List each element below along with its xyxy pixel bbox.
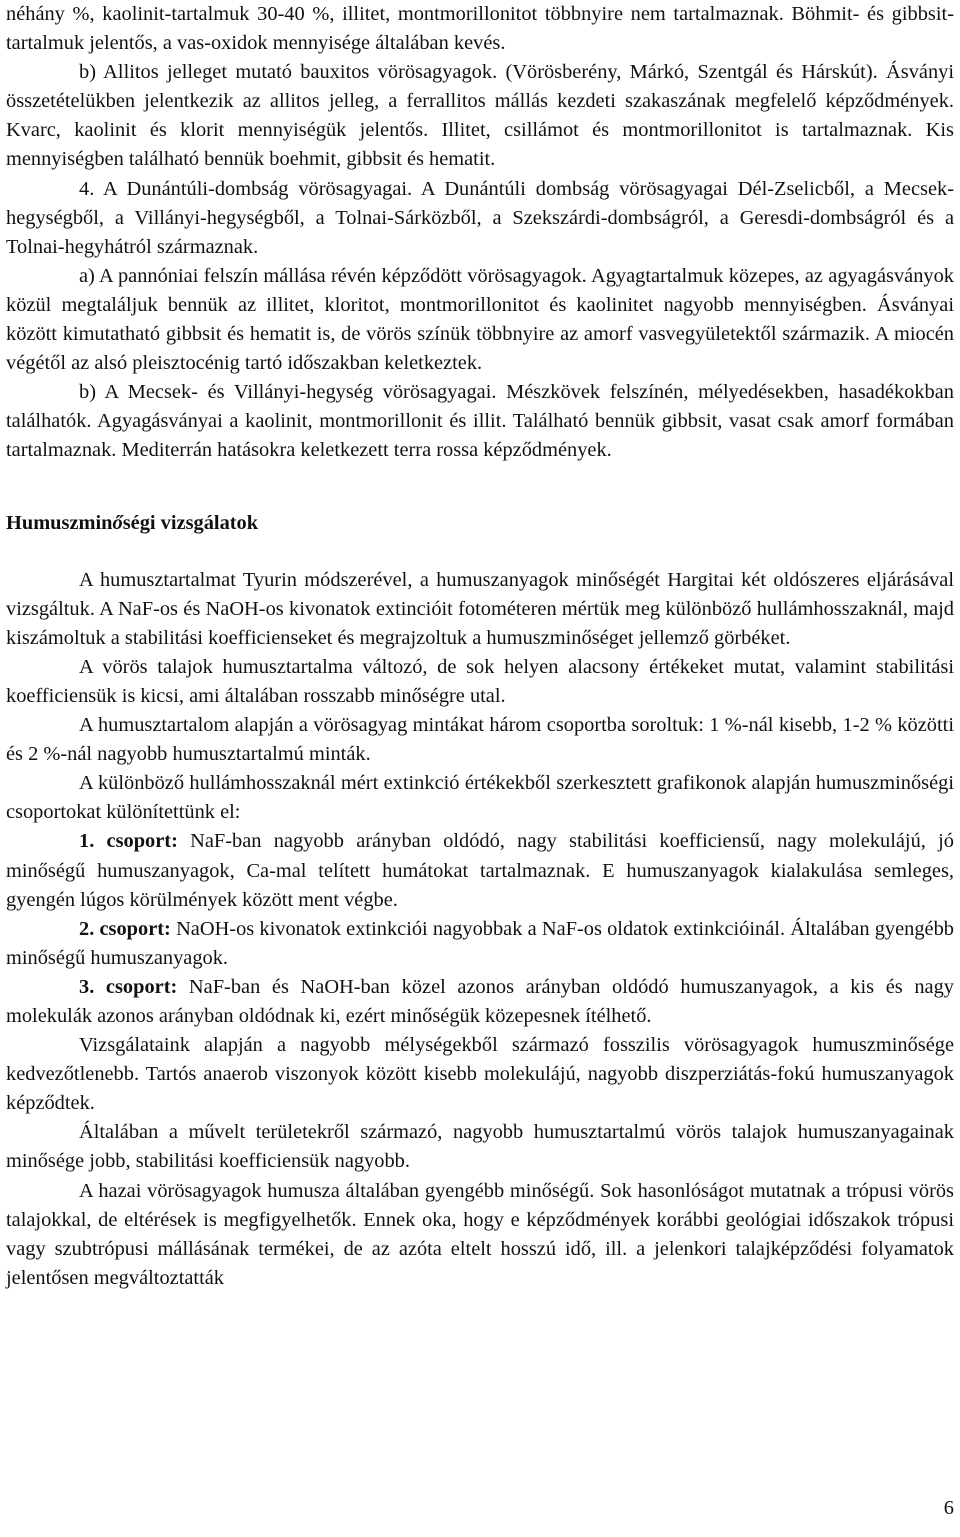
paragraph-top-4: b) A Mecsek- és Villányi-hegység vörösagyagai. Mészkövek felszínén, mélyedésekben, hasadékokban találhatók. Agyagásványai a kaolinit, montmorillonit és illit. Található bennük gibbsit, vasat csak amorf formában tartalmaznak. Mediterrán hatásokra keletkezett terra rossa képződmények. bbox=[6, 381, 954, 462]
group-text-2: NaOH-os kivonatok extinkciói nagyobbak a NaF-os oldatok extinkcióinál. Általában gyengébb minőségű humuszanyagok. bbox=[6, 917, 954, 969]
page-number: 6 bbox=[943, 1497, 954, 1519]
heading-part-3: ségi vizsgálatok bbox=[122, 511, 259, 534]
paragraph-top-1: b) Allitos jelleget mutató bauxitos vörösagyagok. (Vörösberény, Márkó, Szentgál és Hárskút). Ásványi összetételükben jelentkezik az allitos jelleg, a ferrallitos mállás kezdeti szakaszának megfelelő képződmények. Kvarc, kaolinit és klorit mennyiségük jelentős. Illitet, csillámot és montmorillonitot is tartalmaznak. Kis mennyiségben található bennük boehmit, gibbsit és hematit. bbox=[6, 61, 954, 171]
heading-part-2: ő bbox=[112, 511, 123, 534]
paragraph-bottom-2: A hazai vörösagyagok humusza általában gyengébb minőségű. Sok hasonlóságot mutatnak a trópusi vörös talajokkal, de eltérések is megfigyelhetők. Ennek oka, hogy e képződmények korábbi geológiai időszakok trópusi vagy szubtrópusi mállásának termékei, de az azóta eltelt hosszú idő, ill. a jelenkori talajképződési folyamatok jelentősen megváltoztatták bbox=[6, 1179, 954, 1289]
paragraph-top-2: 4. A Dunántúli-dombság vörösagyagai. A Dunántúli dombság vörösagyagai Dél-Zselicből, a Mecsek-hegységből, a Villányi-hegységből, a Tolnai-Sárközből, a Szekszárdi-dombságról, a Geresdi-dombságról és a Tolnai-hegyhátról származnak. bbox=[6, 177, 954, 258]
paragraph-mid-0: A humusztartalmat Tyurin módszerével, a humuszanyagok minőségét Hargitai két oldószeres eljárásával vizsgáltuk. A NaF-os és NaOH-os kivonatok extincióit fotométeren mértük meg különböző hullámhosszaknál, majd kiszámoltuk a stabilitási koefficienseket és megrajzoltuk a humuszminőséget jellemző görbéket. bbox=[6, 568, 954, 649]
group-label-3: 3. csoport: bbox=[79, 975, 178, 998]
paragraph-top-3: a) A pannóniai felszín mállása révén képződött vörösagyagok. Agyagtartalmuk közepes, az agyagásványok közül megtaláljuk bennük az illitet, kloritot, montmorillonitot és kaolinitet nagyobb mennyiségben. Ásványai között kimutatható gibbsit és hematit is, de vörös színük többnyire az amorf vasvegyületektől származik. A miocén végétől az alsó pleisztocénig tartó időszakban keletkeztek. bbox=[6, 264, 954, 375]
group-paragraph-1 bbox=[6, 827, 954, 914]
group-label-1: 1. csoport: bbox=[79, 830, 178, 853]
heading-part-1: Humuszmin bbox=[6, 511, 113, 534]
group-text-1: NaF-ban nagyobb arányban oldódó, nagy stabilitási koefficiensű, nagy molekulájú, jó minőségű humuszanyagok, Ca-mal telített humátokat tartalmaznak. E humuszanyagok kialakulása semleges, gyengén lúgos körülmények között ment végbe. bbox=[6, 830, 954, 911]
document-page bbox=[6, 0, 954, 1293]
paragraph-mid-3: A különböző hullámhosszaknál mért extinkció értékekből szerkesztett grafikonok alapján humuszminőségi csoportokat különítettünk el: bbox=[6, 772, 954, 824]
group-label-2: 2. csoport: bbox=[79, 917, 171, 940]
group-text-3: NaF-ban és NaOH-ban közel azonos arányban oldódó humuszanyagok, a kis és nagy molekulák azonos arányban oldódnak ki, ezért minőségük közepesnek ítélhető. bbox=[6, 975, 954, 1027]
group-paragraph-2 bbox=[6, 915, 954, 973]
paragraph-bottom-0: Vizsgálataink alapján a nagyobb mélységekből származó fosszilis vörösagyagok humuszminősége kedvezőtlenebb. Tartós anaerob viszonyok között kisebb molekulájú, nagyobb diszperziátás-fokú humuszanyagok képződtek. bbox=[6, 1034, 954, 1115]
paragraph-mid-2: A humusztartalom alapján a vörösagyag mintákat három csoportba soroltuk: 1 %-nál kisebb, 1-2 % közötti és 2 %-nál nagyobb humusztartalmú minták. bbox=[6, 714, 954, 766]
paragraph-top-0: néhány %, kaolinit-tartalmuk 30-40 %, illitet, montmorillonitot többnyire nem tartalmaznak. Böhmit- és gibbsit-tartalmuk jelentős, a vas-oxidok mennyisége általában kevés. bbox=[6, 3, 954, 55]
paragraph-bottom-1: Általában a művelt területekről származó, nagyobb humusztartalmú vörös talajok humuszanyagainak minősége jobb, stabilitási koefficiensük nagyobb. bbox=[6, 1121, 954, 1173]
group-paragraph-3 bbox=[6, 973, 954, 1031]
section-heading bbox=[6, 509, 954, 538]
paragraph-mid-1: A vörös talajok humusztartalma változó, de sok helyen alacsony értékeket mutat, valamint stabilitási koefficiensük is kicsi, ami általában rosszabb minőségre utal. bbox=[6, 655, 954, 707]
